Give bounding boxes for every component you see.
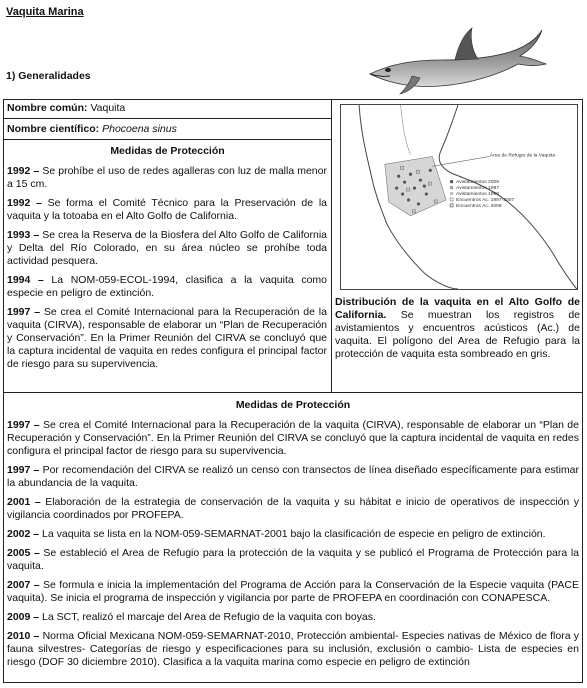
entry-dash: –: [30, 579, 44, 591]
entry-text: Norma Oficial Mexicana NOM-059-SEMARNAT-2010, Protección ambiental- Especies nativas de México de flora y fauna silvestres- Categorías de riesgo y especificaciones para su inclusión, exclusión o cambio- Lista de especies en riesgo (DOF 30 diciembre 2010). Clasifica a la vaquita marina como especie en peligro de extinción: [7, 630, 579, 668]
entry-text: La vaquita se lista en la NOM-059-SEMARNAT-2001 bajo la clasificación de especie en peligro de extinción.: [42, 528, 546, 540]
section-divider: [3, 392, 583, 393]
scientific-name-value: Phocoena sinus: [102, 123, 177, 135]
map-caption: [335, 296, 580, 361]
left-entry-list: [7, 165, 327, 377]
caption-text: Se muestran los registros de avistamientos y encuentros acústicos (Ac.) de vaquita. El polígono del Area de Refugio para la protección de vaquita esta sombreado en gris.: [335, 309, 580, 360]
entry-text: Se formula e inicia la implementación del Programa de Acción para la Conservación de la Especie vaquita (PACE vaquita). Se inicia el programa de inspección y vigilancia por parte de PROFEPA en coordinación con CONAPESCA.: [7, 579, 579, 604]
common-name-label: Nombre común:: [7, 102, 88, 114]
entry-year: 2002: [7, 528, 31, 540]
entry-dash: –: [30, 306, 44, 318]
protection-entry: [7, 165, 327, 191]
entry-year: 1997: [7, 419, 31, 431]
vaquita-illustration: [360, 4, 550, 100]
scientific-name-label: Nombre científico:: [7, 123, 100, 135]
entry-dash: –: [30, 165, 43, 177]
common-name-value: Vaquita: [90, 102, 126, 114]
protection-entry: [7, 197, 327, 223]
entry-year: 1992: [7, 165, 31, 177]
legend-entry: Encuentros Ac. 1997-2007: [456, 197, 515, 203]
distribution-map: [340, 104, 578, 290]
entry-dash: –: [30, 496, 46, 508]
entry-text: La NOM-059-ECOL-1994, clasifica a la vaquita como especie en peligro de extinción.: [7, 274, 327, 299]
entry-year: 1994: [7, 274, 31, 286]
entry-dash: –: [30, 274, 52, 286]
entry-dash: –: [30, 611, 43, 623]
scientific-name-row: [7, 123, 177, 135]
protection-entry: [7, 528, 579, 541]
entry-dash: –: [30, 197, 48, 209]
entry-text: Se crea el Comité Internacional para la Recuperación de la vaquita (CIRVA), responsable de elaborar un “Plan de Recuperación y Conservación”. En la Primer Reunión del CIRVA se concluyó que la captura incidental de vaquita en redes configura el principal factor de riesgo para su supervivencia.: [7, 306, 327, 370]
entry-text: Por recomendación del CIRVA se realizó un censo con transectos de línea diseñado específicamente para estimar la abundancia de la vaquita.: [7, 464, 579, 489]
protection-entry: [7, 496, 579, 522]
protection-entry: [7, 630, 579, 669]
bottom-block-heading: Medidas de Protección: [235, 399, 351, 411]
entry-year: 2001: [7, 496, 31, 508]
protection-entry: [7, 306, 327, 371]
entry-text: Se estableció el Area de Refugio para la protección de la vaquita y se publicó el Programa de Protección para la vaquita.: [7, 547, 579, 572]
protection-entry: [7, 547, 579, 573]
entry-year: 2005: [7, 547, 31, 559]
entry-year: 1993: [7, 229, 31, 241]
protection-entry: [7, 229, 327, 268]
entry-dash: –: [30, 547, 44, 559]
entry-text: Se forma el Comité Técnico para la Preservación de la vaquita y la totoaba en el Alto Golfo de California.: [7, 197, 327, 222]
row-divider: [3, 139, 332, 140]
section-heading: 1) Generalidades: [6, 70, 91, 82]
entry-dash: –: [30, 528, 43, 540]
legend-entry: Avistamientos 1997: [456, 186, 500, 192]
entry-text: Elaboración de la estrategia de conservación de la vaquita y su hábitat e inicio de operativos de inspección y vigilancia coordinados por PROFEPA.: [7, 496, 579, 521]
protection-entry: [7, 274, 327, 300]
entry-text: La SCT, realizó el marcaje del Area de Refugio de la vaquita con boyas.: [42, 611, 376, 623]
entry-year: 2010: [7, 630, 31, 642]
caption-title: Distribución de la vaquita en el Alto Golfo de California.: [335, 296, 580, 321]
row-divider: [3, 118, 332, 119]
entry-year: 2009: [7, 611, 31, 623]
entry-year: 1997: [7, 306, 31, 318]
protection-entry: [7, 419, 579, 458]
refuge-label: Área de Refugio de la Vaquita: [489, 153, 556, 159]
left-block-heading: Medidas de Protección: [110, 145, 225, 157]
entry-text: Se crea el Comité Internacional para la Recuperación de la vaquita (CIRVA), responsable de elaborar un “Plan de Recuperación y Conservación”. En la Primer Reunión del CIRVA se concluyó que la captura incidental de vaquita en redes configura el principal factor de riesgo para su supervivencia.: [7, 419, 579, 457]
protection-entry: [7, 579, 579, 605]
document-title: Vaquita Marina: [6, 6, 84, 18]
entry-year: 1997: [7, 464, 31, 476]
protection-entry: [7, 611, 579, 624]
entry-text: Se prohíbe el uso de redes agalleras con luz de malla menor a 15 cm.: [7, 165, 327, 190]
entry-text: Se crea la Reserva de la Biosfera del Alto Golfo de California y Delta del Río Colorado, en su área núcleo se prohíbe toda actividad pesquera.: [7, 229, 327, 267]
entry-year: 2007: [7, 579, 31, 591]
protection-entry: [7, 464, 579, 490]
entry-dash: –: [30, 419, 43, 431]
legend-entry: Encuentros Ac. 2008: [456, 203, 502, 209]
common-name-row: [7, 102, 125, 114]
bottom-entry-list: [7, 419, 579, 675]
entry-year: 1992: [7, 197, 31, 209]
legend-entry: Avistamientos 1999: [456, 192, 500, 198]
entry-dash: –: [30, 464, 43, 476]
entry-dash: –: [30, 630, 43, 642]
entry-dash: –: [30, 229, 43, 241]
legend-entry: Avistamientos 2008: [456, 180, 500, 186]
